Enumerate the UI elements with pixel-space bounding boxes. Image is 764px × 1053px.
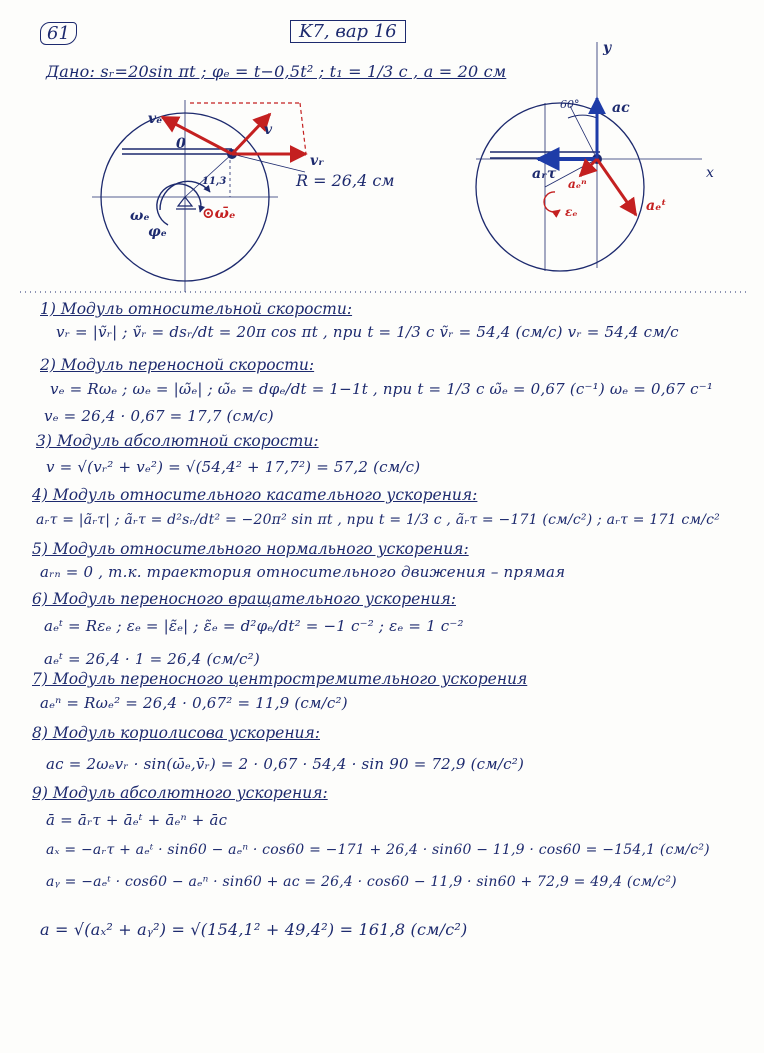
step9-heading: 9) Модуль абсолютного ускорения: bbox=[32, 784, 328, 802]
step9-line4: a = √(aₓ² + aᵧ²) = √(154,1² + 49,4²) = 161,8 (см/с²) bbox=[40, 920, 468, 939]
radius-leader bbox=[232, 154, 305, 172]
step6-line1: aₑᵗ = Rεₑ ; εₑ = |ε̃ₑ| ; ε̃ₑ = d²φₑ/dt² = −1 c⁻² ; εₑ = 1 c⁻² bbox=[44, 617, 464, 635]
label-ve: vₑ bbox=[148, 111, 163, 127]
variant-title: K7, вар 16 bbox=[290, 20, 406, 43]
label-omega-circ: ⊙ω̄ₑ bbox=[202, 204, 236, 222]
step2-heading: 2) Модуль переносной скорости: bbox=[40, 356, 315, 374]
label-height: 11,3 bbox=[202, 176, 227, 187]
eps-arc bbox=[544, 192, 560, 212]
page-number: 61 bbox=[40, 22, 77, 45]
step9-line3: aᵧ = −aₑᵗ · cos60 − aₑⁿ · sin60 + aᴄ = 26,4 · cos60 − 11,9 · sin60 + 72,9 = 49,4 (см/с²) bbox=[46, 874, 677, 890]
label-we: ωₑ bbox=[130, 208, 150, 224]
step8-line1: aᴄ = 2ωₑvᵣ · sin(ω̄ₑ,v̄ᵣ) = 2 · 0,67 · 54,4 · sin 90 = 72,9 (см/с²) bbox=[46, 755, 525, 773]
step8-heading: 8) Модуль кориолисова ускорения: bbox=[32, 724, 320, 742]
step9-line1: ā = āᵣτ + āₑᵗ + āₑⁿ + āᴄ bbox=[46, 811, 228, 829]
step1-line1: vᵣ = |ṽᵣ| ; ṽᵣ = dsᵣ/dt = 20π cos πt , при t = 1/3 c ṽᵣ = 54,4 (см/с) vᵣ = 54,4 см/с bbox=[56, 323, 679, 341]
right-diagram bbox=[476, 40, 714, 271]
label-x: x bbox=[706, 165, 714, 181]
aet-arrow bbox=[597, 159, 636, 215]
step5-heading: 5) Модуль относительного нормального ускорения: bbox=[32, 540, 469, 558]
right-circle bbox=[476, 103, 644, 271]
diagrams bbox=[0, 0, 764, 300]
step4-heading: 4) Модуль относительного касательного ускорения: bbox=[32, 486, 478, 504]
label-ac: aᴄ bbox=[612, 100, 630, 116]
step3-heading: 3) Модуль абсолютной скорости: bbox=[36, 432, 319, 450]
radius-label: R = 26,4 см bbox=[296, 171, 395, 190]
step9-line2: aₓ = −aᵣτ + aₑᵗ · sin60 − aₑⁿ · cos60 = −171 + 26,4 · sin60 − 11,9 · cos60 = −154,1 (см/с²) bbox=[46, 842, 710, 858]
label-phi: φₑ bbox=[148, 224, 167, 240]
label-aen: aₑⁿ bbox=[568, 177, 587, 191]
given-line: Дано: sᵣ=20sin πt ; φₑ = t−0,5t² ; t₁ = 1/3 c , a = 20 см bbox=[46, 62, 507, 81]
step2-line2: vₑ = 26,4 · 0,67 = 17,7 (см/с) bbox=[44, 407, 274, 425]
label-v: v bbox=[264, 122, 273, 138]
label-y: y bbox=[603, 40, 612, 56]
label-art: aᵣτ bbox=[532, 166, 557, 182]
step3-line1: v = √(vᵣ² + vₑ²) = √(54,4² + 17,7²) = 57,2 (см/с) bbox=[46, 458, 421, 476]
label-angle: 60° bbox=[560, 98, 580, 111]
step5-line1: aᵣₙ = 0 , т.к. траектория относительного движения – прямая bbox=[40, 563, 566, 581]
step4-line1: aᵣτ = |ãᵣτ| ; ãᵣτ = d²sᵣ/dt² = −20π² sin πt , при t = 1/3 c , ãᵣτ = −171 (см/с²) ; aᵣτ = 171 см/с² bbox=[36, 512, 720, 528]
step2-line1: vₑ = Rωₑ ; ωₑ = |ω̃ₑ| ; ω̃ₑ = dφₑ/dt = 1−1t , при t = 1/3 c ω̃ₑ = 0,67 (c⁻¹) ωₑ = 0,67 c⁻¹ bbox=[50, 380, 714, 398]
step7-line1: aₑⁿ = Rωₑ² = 26,4 · 0,67² = 11,9 (см/с²) bbox=[40, 694, 348, 712]
left-diagram bbox=[92, 100, 395, 292]
parallelogram-side bbox=[300, 103, 306, 154]
angle-guide bbox=[570, 106, 597, 159]
label-origin: 0 bbox=[176, 136, 186, 152]
step6-heading: 6) Модуль переносного вращательного ускорения: bbox=[32, 590, 456, 608]
step1-heading: 1) Модуль относительной скорости: bbox=[40, 300, 353, 318]
step6-line2: aₑᵗ = 26,4 · 1 = 26,4 (см/с²) bbox=[44, 650, 260, 668]
label-aet: aₑᵗ bbox=[646, 198, 667, 214]
step7-heading: 7) Модуль переносного центростремительного ускорения bbox=[32, 670, 528, 688]
aen-arrow bbox=[580, 159, 597, 176]
label-vr: vᵣ bbox=[310, 153, 324, 169]
label-eps: εₑ bbox=[565, 205, 578, 219]
angle-arc bbox=[568, 115, 597, 118]
